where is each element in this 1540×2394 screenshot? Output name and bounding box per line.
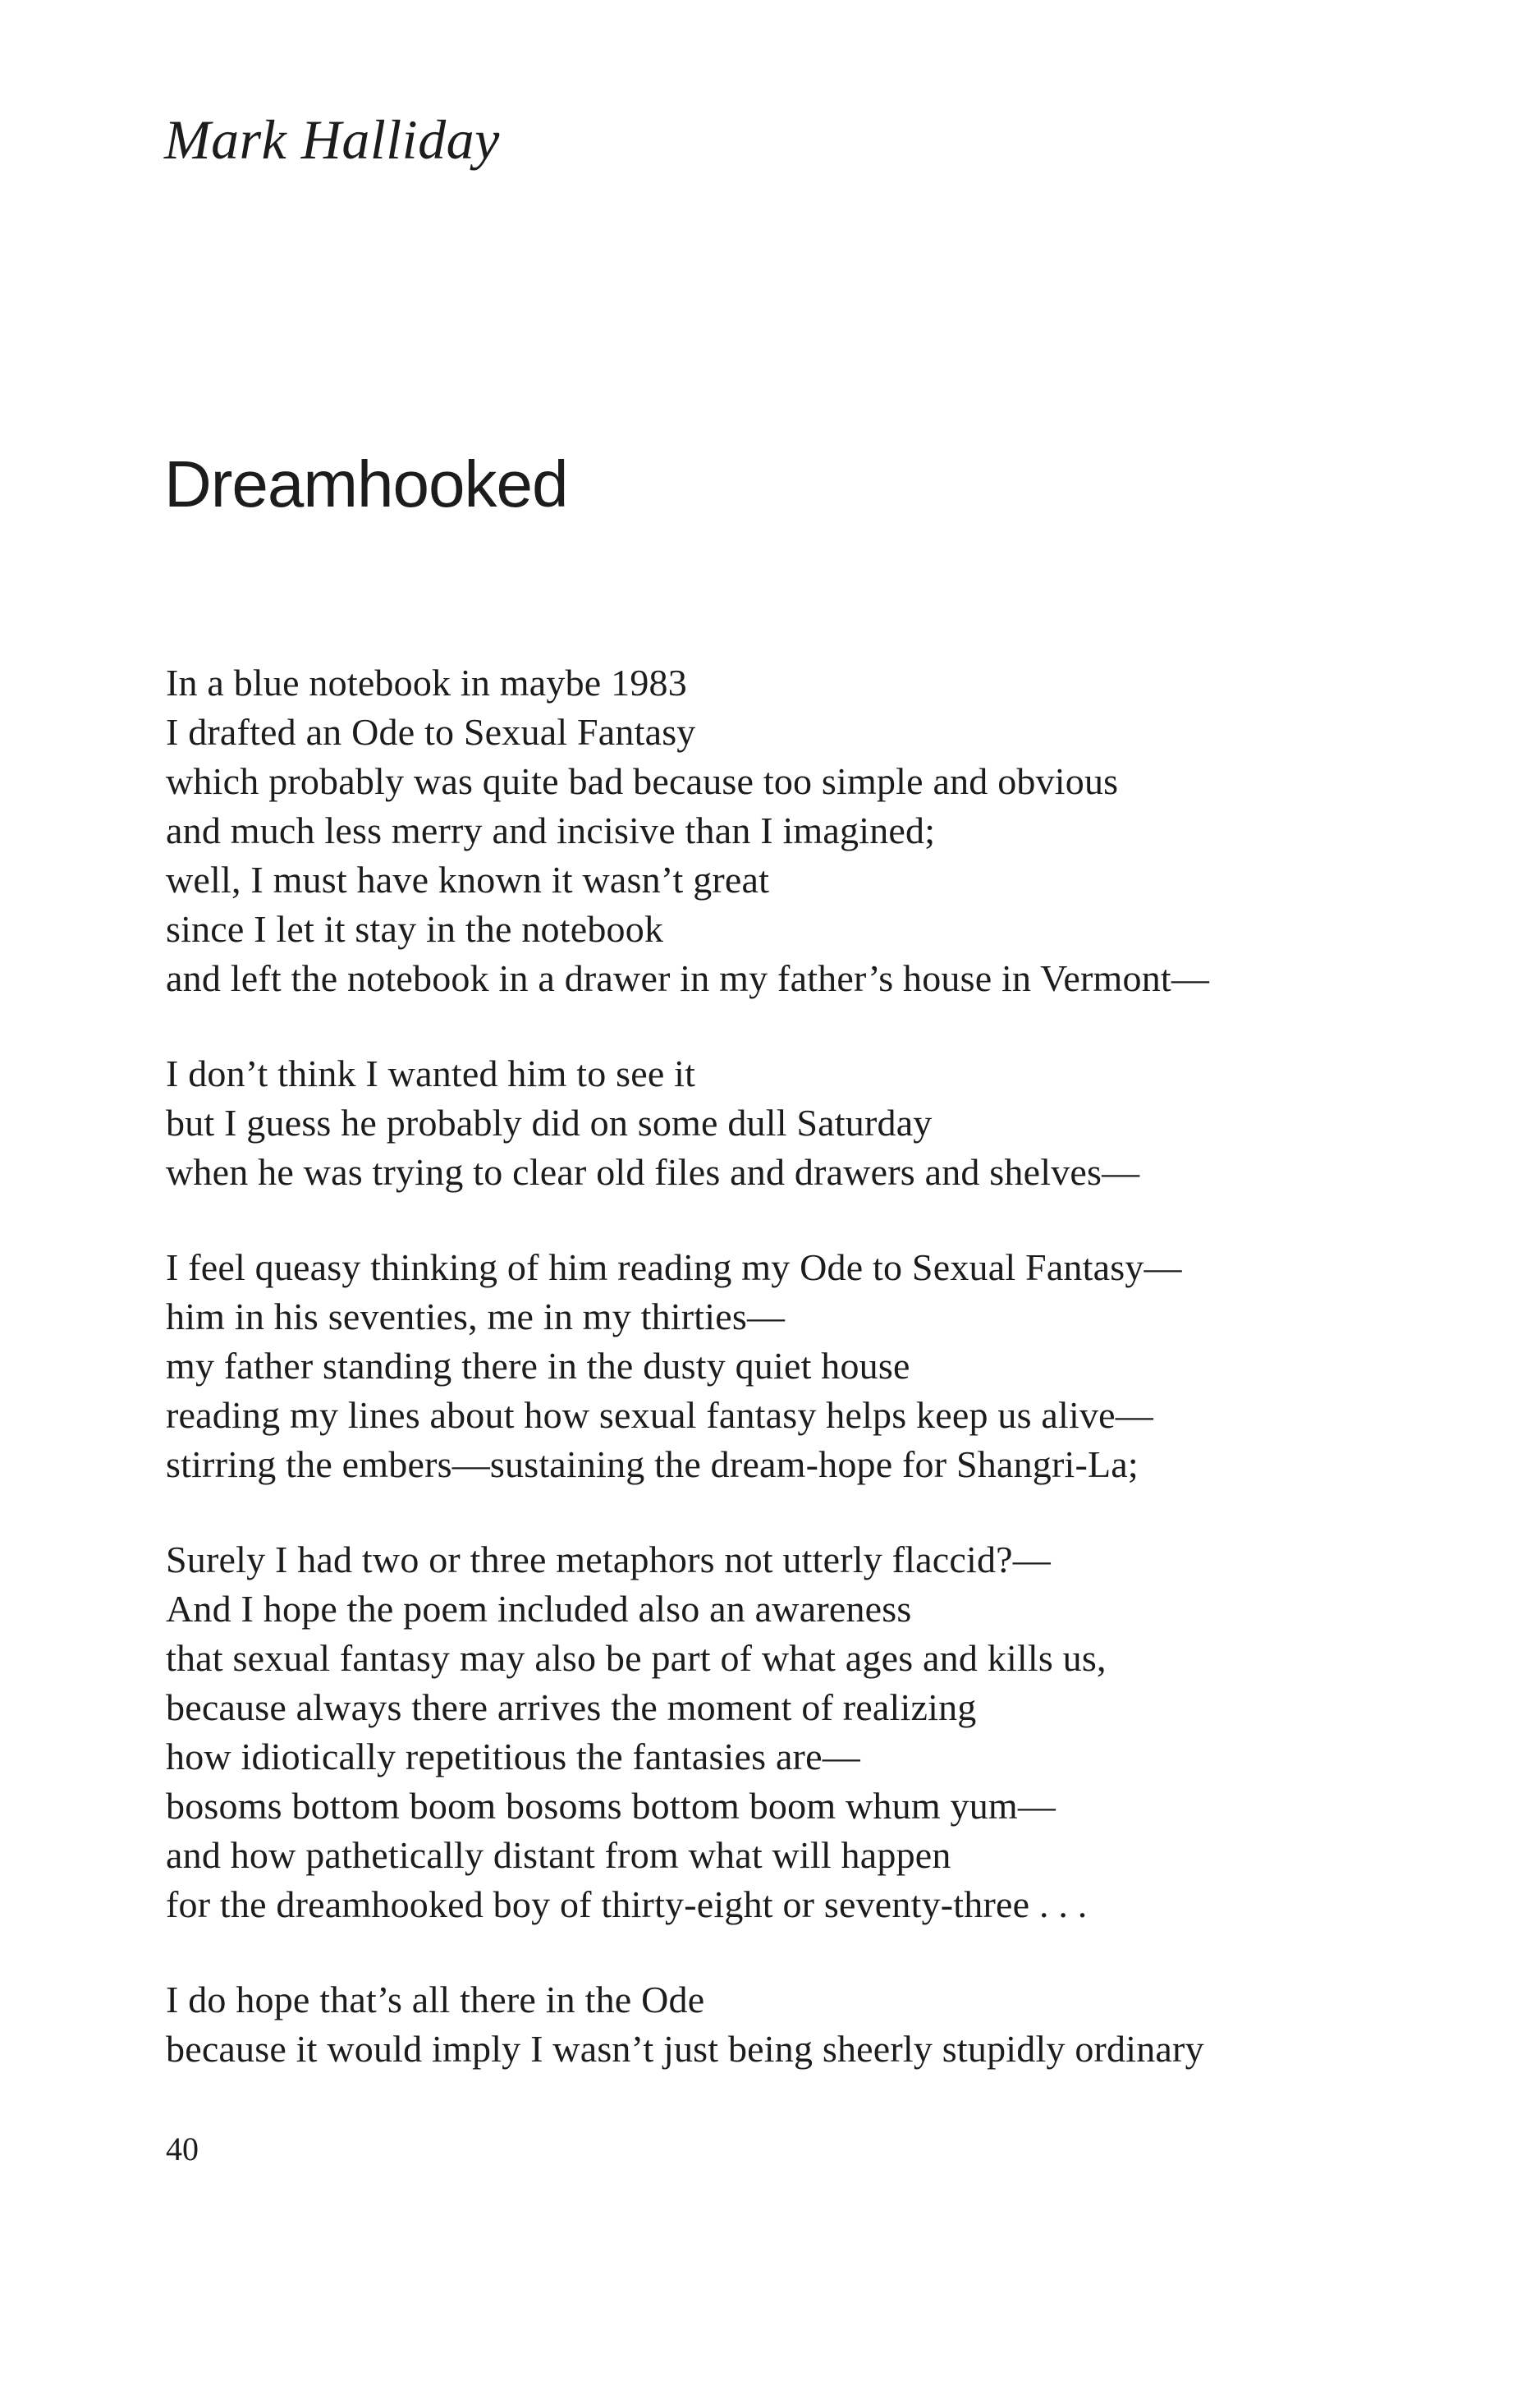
- poem-line: Surely I had two or three metaphors not utterly flaccid?—: [166, 1539, 1052, 1580]
- poem-line: reading my lines about how sexual fantasy helps keep us alive—: [166, 1394, 1153, 1436]
- stanza: [166, 1535, 1397, 1929]
- poem-line: and much less merry and incisive than I imagined;: [166, 809, 936, 851]
- poem-line: I drafted an Ode to Sexual Fantasy: [166, 711, 696, 753]
- author-name: Mark Halliday: [164, 108, 500, 171]
- poem-line: my father standing there in the dusty quiet house: [166, 1345, 910, 1387]
- poem-line: bosoms bottom boom bosoms bottom boom whum yum—: [166, 1785, 1056, 1827]
- poem-line: since I let it stay in the notebook: [166, 908, 664, 950]
- poem-line: And I hope the poem included also an awareness: [166, 1588, 912, 1630]
- poem-body: [166, 658, 1397, 2120]
- poem-line: for the dreamhooked boy of thirty-eight or seventy-three . . .: [166, 1883, 1088, 1925]
- poem-line: because always there arrives the moment of realizing: [166, 1686, 977, 1728]
- poem-line: and how pathetically distant from what will happen: [166, 1834, 951, 1876]
- poem-line: well, I must have known it wasn’t great: [166, 859, 770, 901]
- stanza: [166, 1049, 1397, 1197]
- page-number: 40: [166, 2130, 199, 2167]
- poem-line: because it would imply I wasn’t just being sheerly stupidly ordinary: [166, 2028, 1204, 2070]
- poem-line: and left the notebook in a drawer in my father’s house in Vermont—: [166, 957, 1210, 999]
- poem-line: I feel queasy thinking of him reading my Ode to Sexual Fantasy—: [166, 1246, 1182, 1288]
- poem-line: In a blue notebook in maybe 1983: [166, 662, 687, 704]
- stanza: [166, 1243, 1397, 1489]
- poem-line: I don’t think I wanted him to see it: [166, 1053, 696, 1094]
- poem-line: that sexual fantasy may also be part of what ages and kills us,: [166, 1637, 1107, 1679]
- stanza: [166, 658, 1397, 1003]
- poem-line: but I guess he probably did on some dull Saturday: [166, 1102, 933, 1144]
- poem-line: I do hope that’s all there in the Ode: [166, 1979, 705, 2020]
- poem-title: Dreamhooked: [164, 447, 568, 521]
- stanza: [166, 1975, 1397, 2074]
- poem-line: how idiotically repetitious the fantasies are—: [166, 1736, 860, 1777]
- poem-line: when he was trying to clear old files and drawers and shelves—: [166, 1151, 1140, 1193]
- poem-line: stirring the embers—sustaining the dream-hope for Shangri-La;: [166, 1443, 1139, 1485]
- poem-line: which probably was quite bad because too simple and obvious: [166, 760, 1119, 802]
- poem-line: him in his seventies, me in my thirties—: [166, 1296, 786, 1337]
